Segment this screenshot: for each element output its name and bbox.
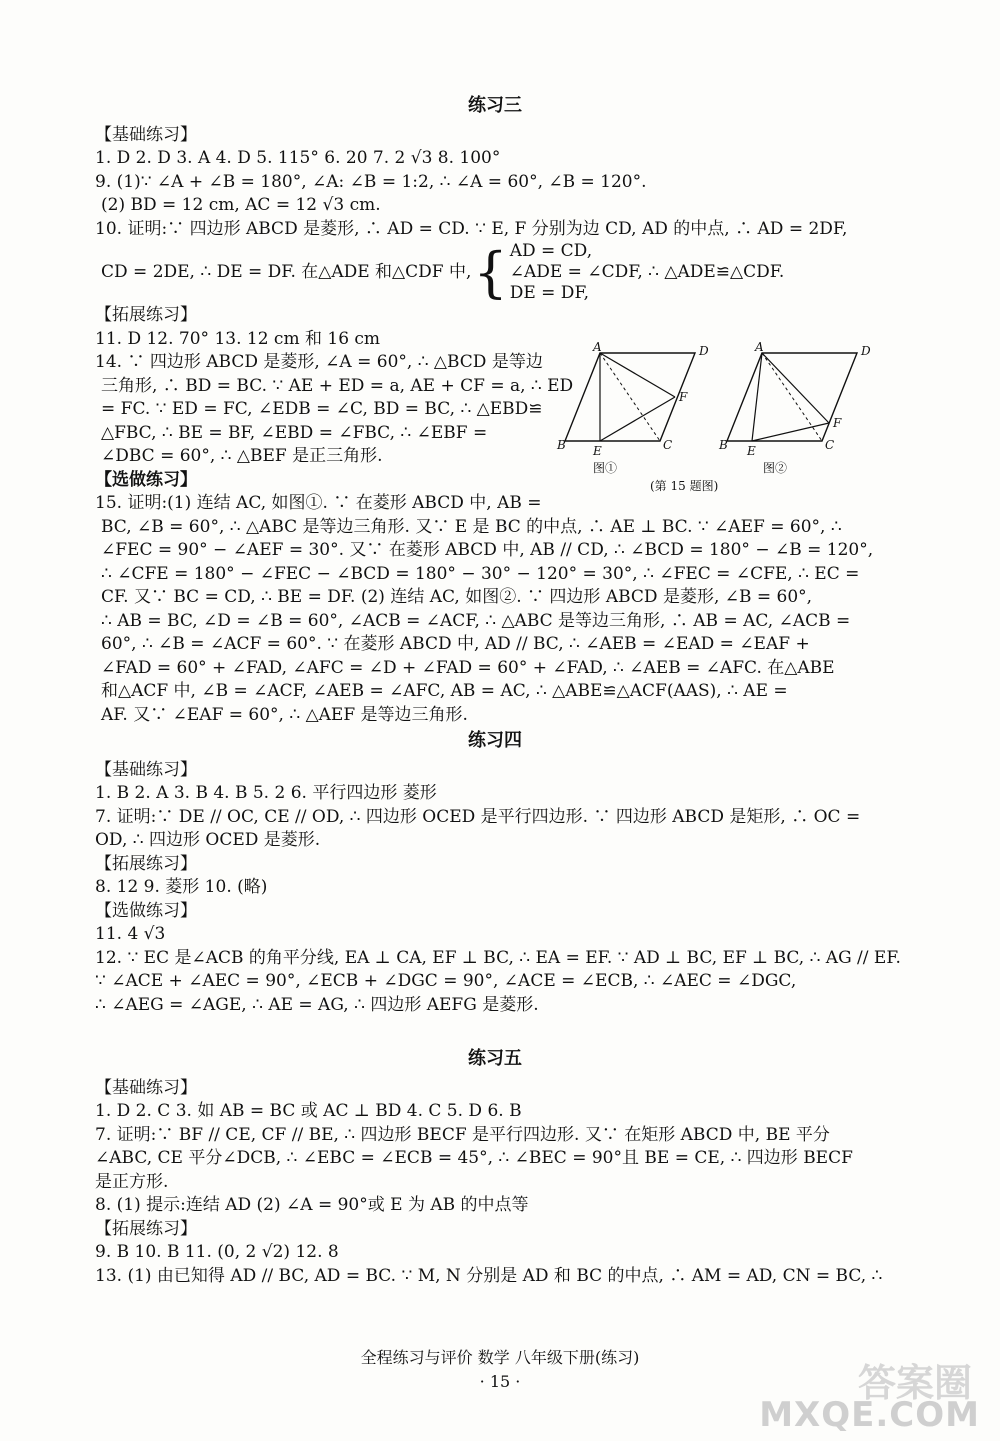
answer-page	[95, 92, 901, 1288]
answer-line: 9. B 10. B 11. (0, 2 √2) 12. 8	[95, 1242, 339, 1262]
answer-line: 13. (1) 由已知得 AD // BC, AD = BC. ∵ M, N 分别是 AD 和 BC 的中点, ∴ AM = AD, CN = BC, ∴	[95, 1265, 883, 1286]
svg-text:B: B	[557, 438, 566, 452]
section-title-3: 练习三	[468, 95, 522, 116]
brace-eq: ∠ADE = ∠CDF, ∴ △ADE≌△CDF.	[509, 262, 785, 282]
basic-heading: 【基础练习】	[95, 1077, 197, 1098]
answer-line: OD, ∴ 四边形 OCED 是菱形.	[95, 830, 321, 850]
problem-14-text	[95, 351, 574, 516]
extension-heading: 【拓展练习】	[95, 853, 197, 874]
answer-line: 和△ACF 中, ∠B = ∠ACF, ∠AEB = ∠AFC, AB = AC, ∴ △ABE≌△ACF(AAS), ∴ AE =	[101, 681, 788, 701]
answer-line: 1. D 2. D 3. A 4. D 5. 115° 6. 20 7. 2 √3 8. 100°	[95, 148, 501, 168]
answer-line: 1. B 2. A 3. B 4. B 5. 2 6. 平行四边形 菱形	[95, 783, 437, 803]
answer-line: 11. D 12. 70° 13. 12 cm 和 16 cm	[95, 328, 381, 349]
optional-heading: 【选做练习】	[95, 900, 197, 921]
answer-line: AF. 又∵ ∠EAF = 60°, ∴ △AEF 是等边三角形.	[101, 704, 468, 725]
answer-line: ∴ AB = BC, ∠D = ∠B = 60°, ∠ACB = ∠ACF, ∴ △ABC 是等边三角形, ∴ AB = AC, ∠ACB =	[101, 610, 851, 631]
watermark-logo: 答案圈	[857, 1361, 972, 1405]
page-number: · 15 ·	[479, 1372, 521, 1391]
answer-line: ∵ ∠ACE + ∠AEC = 90°, ∠ECB + ∠DGC = 90°, ∠ACE = ∠ECB, ∴ ∠AEC = ∠DGC,	[95, 971, 797, 991]
svg-text:B: B	[719, 438, 728, 452]
answer-line: ∴ ∠CFE = 180° − ∠FEC − ∠BCD = 180° − 30° − 120° = 30°, ∴ ∠FEC = ∠CFE, ∴ EC =	[101, 563, 860, 584]
brace-eq: DE = DF,	[509, 283, 589, 303]
answer-line: 三角形, ∴ BD = BC. ∵ AE + ED = a, AE + CF = a, ∴ ED	[101, 375, 574, 396]
problem-14-block	[95, 340, 895, 516]
figure-2-caption: 图②	[763, 461, 788, 475]
svg-text:F: F	[833, 416, 842, 430]
answer-line: 11. 4 √3	[95, 924, 166, 944]
answer-line: 14. ∵ 四边形 ABCD 是菱形, ∠A = 60°, ∴ △BCD 是等边	[95, 352, 543, 372]
figure-caption: (第 15 题图)	[650, 479, 719, 493]
answer-line: ∠ABC, CE 平分∠DCB, ∴ ∠EBC = ∠ECB = 45°, ∴ ∠BEC = 90°且 BE = CE, ∴ 四边形 BECF	[95, 1148, 853, 1168]
answer-line: 8. (1) 提示:连结 AD (2) ∠A = 90°或 E 为 AB 的中点等	[95, 1195, 529, 1215]
answer-line: BC, ∠B = 60°, ∴ △ABC 是等边三角形. 又∵ E 是 BC 的中点, ∴ AE ⊥ BC. ∵ ∠AEF = 60°, ∴	[101, 516, 842, 537]
svg-text:E: E	[747, 444, 756, 458]
svg-text:D: D	[699, 344, 709, 358]
figure-2-diagram	[718, 340, 871, 458]
answer-line: 10. 证明:∵ 四边形 ABCD 是菱形, ∴ AD = CD. ∵ E, F 分别为边 CD, AD 的中点, ∴ AD = 2DF,	[95, 218, 848, 239]
optional-heading: 【选做练习】	[95, 469, 197, 490]
answer-line: ∠DBC = 60°, ∴ △BEF 是正三角形.	[101, 446, 383, 466]
answer-line: CD = 2DE, ∴ DE = DF. 在△ADE 和△CDF 中,	[101, 261, 472, 282]
answer-line: ∴ ∠AEG = ∠AGE, ∴ AE = AG, ∴ 四边形 AEFG 是菱形.	[95, 994, 539, 1015]
brace-symbol: {	[473, 240, 508, 304]
brace-eq: AD = CD,	[509, 241, 593, 261]
extension-heading: 【拓展练习】	[95, 1218, 197, 1239]
answer-line: 7. 证明:∵ DE // OC, CE // OD, ∴ 四边形 OCED 是平行四边形. ∵ 四边形 ABCD 是矩形, ∴ OC =	[95, 806, 861, 827]
svg-text:D: D	[861, 344, 871, 358]
figure-1-diagram	[556, 340, 709, 458]
section-title-4: 练习四	[468, 730, 522, 751]
answer-line: ∠FAD = 60° + ∠FAD, ∠AFC = ∠D + ∠FAD = 60° + ∠FAD, ∴ ∠AEB = ∠AFC. 在△ABE	[101, 657, 835, 678]
answer-line: △FBC, ∴ BE = BF, ∠EBD = ∠FBC, ∴ ∠EBF =	[101, 422, 488, 443]
svg-text:E: E	[593, 444, 602, 458]
svg-text:F: F	[679, 390, 688, 404]
watermark-site: MXQE.COM	[759, 1395, 980, 1435]
svg-text:A: A	[593, 340, 602, 354]
figure-15	[557, 340, 895, 516]
answer-line: 15. 证明:(1) 连结 AC, 如图①. ∵ 在菱形 ABCD 中, AB =	[95, 493, 542, 513]
answer-line: 8. 12 9. 菱形 10. (略)	[95, 877, 268, 897]
svg-text:C: C	[663, 438, 673, 452]
answer-line: ∠FEC = 90° − ∠AEF = 30°. 又∵ 在菱形 ABCD 中, AB // CD, ∴ ∠BCD = 180° − ∠B = 120°,	[101, 540, 874, 560]
brace-equations	[510, 241, 785, 304]
answer-line: 是正方形.	[95, 1171, 169, 1192]
svg-text:A: A	[755, 340, 764, 354]
basic-heading: 【基础练习】	[95, 759, 197, 780]
extension-heading: 【拓展练习】	[95, 305, 197, 325]
section-title-5: 练习五	[468, 1048, 522, 1069]
answer-line: CF. 又∵ BC = CD, ∴ BE = DF. (2) 连结 AC, 如图②. ∵ 四边形 ABCD 是菱形, ∠B = 60°,	[101, 587, 813, 607]
answer-line: (2) BD = 12 cm, AC = 12 √3 cm.	[101, 195, 381, 215]
answer-line: 7. 证明:∵ BF // CE, CF // BE, ∴ 四边形 BECF 是平行四边形. 又∵ 在矩形 ABCD 中, BE 平分	[95, 1124, 830, 1145]
answer-line: 60°, ∴ ∠B = ∠ACF = 60°. ∵ 在菱形 ABCD 中, AD // BC, ∴ ∠AEB = ∠EAD = ∠EAF +	[101, 634, 810, 654]
answer-line: 9. (1)∵ ∠A + ∠B = 180°, ∠A: ∠B = 1:2, ∴ ∠A = 60°, ∠B = 120°.	[95, 171, 647, 192]
page-footer: 全程练习与评价 数学 八年级下册(练习)	[360, 1348, 640, 1367]
proof-brace-block	[95, 241, 895, 304]
answer-line: 1. D 2. C 3. 如 AB = BC 或 AC ⊥ BD 4. C 5. D 6. B	[95, 1101, 522, 1121]
answer-line: 12. ∵ EC 是∠ACB 的角平分线, EA ⊥ CA, EF ⊥ BC, ∴ EA = EF. ∵ AD ⊥ BC, EF ⊥ BC, ∴ AG // EF.	[95, 947, 901, 968]
basic-heading: 【基础练习】	[95, 124, 197, 145]
answer-line: = FC. ∵ ED = FC, ∠EDB = ∠C, BD = BC, ∴ △EBD≌	[101, 399, 543, 419]
figure-1-caption: 图①	[593, 461, 618, 475]
svg-text:C: C	[825, 438, 835, 452]
